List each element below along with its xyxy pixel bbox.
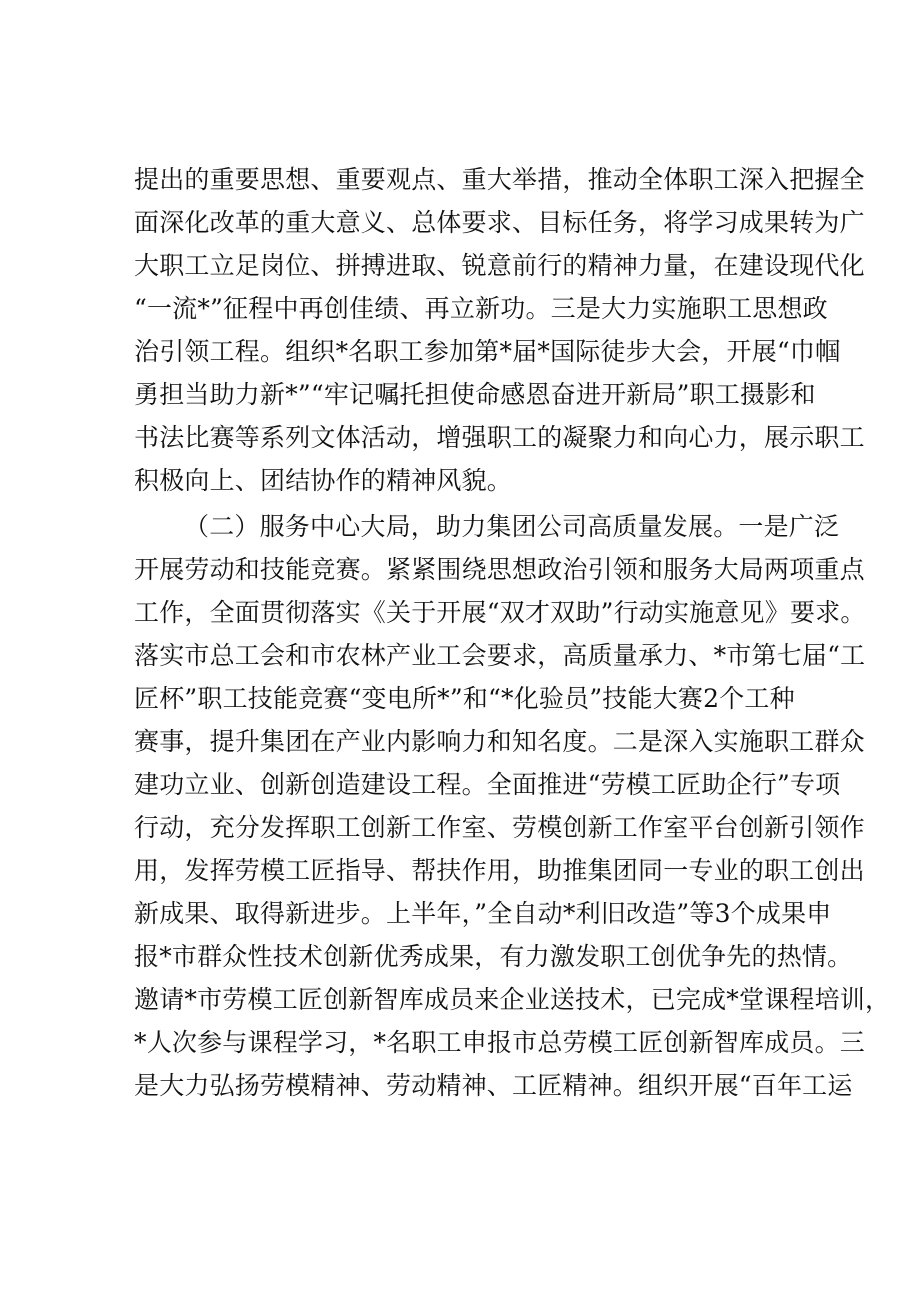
paragraph-2-line-8: 行动，充分发挥职工创新工作室、劳模创新工作室平台创新引领作 xyxy=(134,813,865,842)
paragraph-2-line-4: 落实市总工会和市农林产业工会要求，高质量承力、*市第七届“工 xyxy=(134,641,866,670)
paragraph-2-line-3: 工作，全面贯彻落实《关于开展“双才双助”行动实施意见》要求。 xyxy=(134,598,866,627)
paragraph-1-line-1: 提出的重要思想、重要观点、重大举措，推动全体职工深入把握全 xyxy=(134,165,865,194)
paragraph-2-line-1: （二）服务中心大局，助力集团公司高质量发展。一是广泛 xyxy=(184,512,840,541)
paragraph-1-line-7: 书法比赛等系列文体活动，增强职工的凝聚力和向心力，展示职工 xyxy=(134,423,865,452)
paragraph-1-line-3: 大职工立足岗位、拼搏进取、锐意前行的精神力量，在建设现代化 xyxy=(134,251,865,280)
paragraph-1-line-2: 面深化改革的重大意义、总体要求、目标任务，将学习成果转为广 xyxy=(134,208,865,237)
paragraph-2-line-6: 赛事，提升集团在产业内影响力和知名度。二是深入实施职工群众 xyxy=(134,727,865,756)
paragraph-1-line-5: 治引领工程。组织*名职工参加第*届*国际徒步大会，开展“巾帼 xyxy=(134,337,841,366)
paragraph-1-line-6: 勇担当助力新*”“牢记嘱托担使命感恩奋进开新局”职工摄影和 xyxy=(134,380,816,409)
paragraph-1-line-8: 积极向上、团结协作的精神风貌。 xyxy=(134,466,513,495)
paragraph-2-line-2: 开展劳动和技能竞赛。紧紧围绕思想政治引领和服务大局两项重点 xyxy=(134,555,865,584)
paragraph-2-line-10: 新成果、取得新进步。上半年，”全自动*利旧改造”等3个成果申 xyxy=(134,899,832,928)
paragraph-2-line-7: 建功立业、创新创造建设工程。全面推进“劳模工匠助企行”专项 xyxy=(134,770,841,799)
paragraph-2-line-11: 报*市群众性技术创新优秀成果，有力激发职工创优争先的热情。 xyxy=(134,942,853,971)
paragraph-2-line-13: *人次参与课程学习，*名职工申报市总劳模工匠创新智库成员。三 xyxy=(134,1028,866,1057)
paragraph-2-line-12: 邀请*市劳模工匠创新智库成员来企业送技术，已完成*堂课程培训， xyxy=(134,985,891,1014)
paragraph-2-line-9: 用，发挥劳模工匠指导、帮扶作用，助推集团同一专业的职工创出 xyxy=(134,856,865,885)
paragraph-1-line-4: “一流*”征程中再创佳绩、再立新功。三是大力实施职工思想政 xyxy=(134,294,828,323)
paragraph-2-line-14: 是大力弘扬劳模精神、劳动精神、工匠精神。组织开展“百年工运 xyxy=(134,1071,853,1100)
paragraph-2-line-5: 匠杯”职工技能竞赛“变电所*”和“*化验员”技能大赛2个工种 xyxy=(134,684,795,713)
